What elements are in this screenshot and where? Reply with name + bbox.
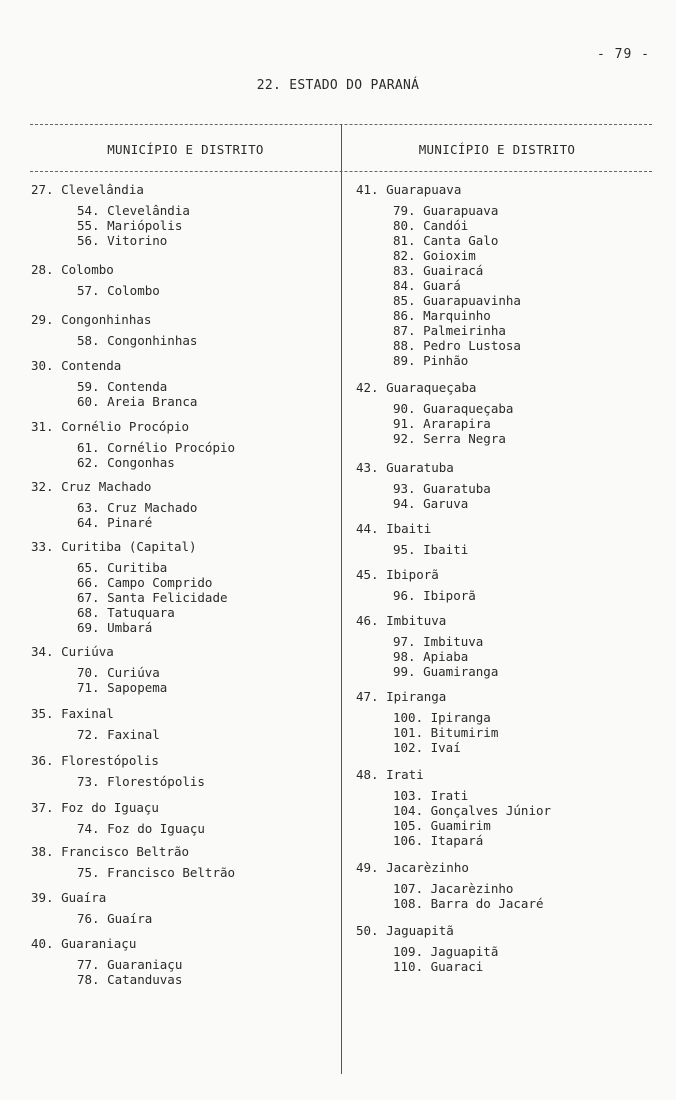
distrito-entry: 92. Serra Negra <box>393 431 506 446</box>
municipio-group <box>31 800 331 836</box>
municipio-entry: 48. Irati <box>356 767 424 782</box>
distrito-entry: 87. Palmeirinha <box>393 323 506 338</box>
right-column-header: MUNICÍPIO E DISTRITO <box>418 142 576 157</box>
municipio-entry: 31. Cornélio Procópio <box>31 419 190 434</box>
distrito-entry: 103. Irati <box>393 788 469 803</box>
right-column <box>356 182 656 974</box>
distrito-entry: 57. Colombo <box>77 283 160 298</box>
column-divider <box>341 124 342 1074</box>
municipio-group <box>31 936 331 987</box>
municipio-entry: 43. Guaratuba <box>356 460 454 475</box>
left-column-header: MUNICÍPIO E DISTRITO <box>107 142 264 157</box>
municipio-group <box>31 644 331 695</box>
municipio-entry: 46. Imbituva <box>356 613 447 628</box>
distrito-entry: 97. Imbituva <box>393 634 484 649</box>
distrito-entry: 102. Ivaí <box>393 740 461 755</box>
municipio-entry: 32. Cruz Machado <box>31 479 152 494</box>
distrito-entry: 95. Ibaiti <box>393 542 469 557</box>
municipio-group <box>31 479 331 530</box>
distrito-entry: 69. Umbará <box>77 620 153 635</box>
municipio-entry: 29. Congonhinhas <box>31 312 152 327</box>
municipio-group <box>356 860 656 911</box>
municipio-entry: 41. Guarapuava <box>356 182 462 197</box>
municipio-entry: 27. Clevelândia <box>31 182 144 197</box>
municipio-entry: 49. Jacarèzinho <box>356 860 469 875</box>
municipio-group <box>356 182 656 368</box>
distrito-entry: 78. Catanduvas <box>77 972 183 987</box>
distrito-entry: 89. Pinhão <box>393 353 469 368</box>
distrito-entry: 84. Guará <box>393 278 461 293</box>
distrito-entry: 109. Jaguapitã <box>393 944 499 959</box>
distrito-entry: 91. Ararapira <box>393 416 491 431</box>
distrito-entry: 56. Vitorino <box>77 233 168 248</box>
municipio-group <box>31 844 331 880</box>
distrito-entry: 94. Garuva <box>393 496 469 511</box>
distrito-entry: 64. Pinaré <box>77 515 153 530</box>
municipio-entry: 36. Florestópolis <box>31 753 159 768</box>
distrito-entry: 80. Candói <box>393 218 469 233</box>
distrito-entry: 58. Congonhinhas <box>77 333 198 348</box>
distrito-entry: 66. Campo Comprido <box>77 575 213 590</box>
municipio-group <box>356 521 656 557</box>
municipio-group <box>356 460 656 511</box>
municipio-entry: 39. Guaíra <box>31 890 107 905</box>
distrito-entry: 60. Areia Branca <box>77 394 198 409</box>
municipio-group <box>31 890 331 926</box>
distrito-entry: 108. Barra do Jacaré <box>393 896 544 911</box>
distrito-entry: 77. Guaraniaçu <box>77 957 183 972</box>
distrito-entry: 55. Mariópolis <box>77 218 183 233</box>
distrito-entry: 105. Guamirim <box>393 818 491 833</box>
distrito-entry: 85. Guarapuavinha <box>393 293 521 308</box>
municipio-entry: 33. Curitiba (Capital) <box>31 539 197 554</box>
municipio-entry: 28. Colombo <box>31 262 114 277</box>
distrito-entry: 75. Francisco Beltrão <box>77 865 236 880</box>
distrito-entry: 74. Foz do Iguaçu <box>77 821 205 836</box>
distrito-entry: 59. Contenda <box>77 379 168 394</box>
municipio-group <box>356 567 656 603</box>
distrito-entry: 81. Canta Galo <box>393 233 499 248</box>
municipio-group <box>31 312 331 348</box>
distrito-entry: 61. Cornélio Procópio <box>77 440 236 455</box>
distrito-entry: 72. Faxinal <box>77 727 160 742</box>
municipio-group <box>31 182 331 248</box>
distrito-entry: 100. Ipiranga <box>393 710 491 725</box>
distrito-entry: 104. Gonçalves Júnior <box>393 803 552 818</box>
distrito-entry: 110. Guaraci <box>393 959 484 974</box>
distrito-entry: 99. Guamiranga <box>393 664 499 679</box>
municipio-entry: 44. Ibaiti <box>356 521 432 536</box>
distrito-entry: 90. Guaraqueçaba <box>393 401 514 416</box>
municipio-entry: 34. Curiúva <box>31 644 114 659</box>
municipio-entry: 35. Faxinal <box>31 706 114 721</box>
left-column <box>31 182 331 987</box>
municipio-entry: 50. Jaguapitã <box>356 923 454 938</box>
distrito-entry: 98. Apiaba <box>393 649 469 664</box>
municipio-group <box>356 923 656 974</box>
municipio-entry: 42. Guaraqueçaba <box>356 380 477 395</box>
distrito-entry: 86. Marquinho <box>393 308 491 323</box>
distrito-entry: 76. Guaíra <box>77 911 153 926</box>
distrito-entry: 106. Itapará <box>393 833 484 848</box>
municipio-group <box>31 262 331 298</box>
municipio-entry: 40. Guaraniaçu <box>31 936 137 951</box>
distrito-entry: 83. Guairacá <box>393 263 484 278</box>
municipio-entry: 37. Foz do Iguaçu <box>31 800 159 815</box>
municipio-group <box>356 613 656 679</box>
municipio-entry: 30. Contenda <box>31 358 122 373</box>
municipio-group <box>356 689 656 755</box>
municipio-group <box>356 767 656 848</box>
distrito-entry: 67. Santa Felicidade <box>77 590 228 605</box>
municipio-entry: 38. Francisco Beltrão <box>31 844 190 859</box>
distrito-entry: 63. Cruz Machado <box>77 500 198 515</box>
municipio-group <box>31 539 331 635</box>
distrito-entry: 65. Curitiba <box>77 560 168 575</box>
page-number: - 79 - <box>597 47 650 62</box>
municipio-entry: 45. Ibiporã <box>356 567 439 582</box>
distrito-entry: 82. Goioxim <box>393 248 476 263</box>
distrito-entry: 101. Bitumirim <box>393 725 499 740</box>
municipio-group <box>31 358 331 409</box>
distrito-entry: 88. Pedro Lustosa <box>393 338 521 353</box>
municipio-group <box>356 380 656 446</box>
page-title: 22. ESTADO DO PARANÁ <box>256 78 420 93</box>
distrito-entry: 93. Guaratuba <box>393 481 491 496</box>
distrito-entry: 79. Guarapuava <box>393 203 499 218</box>
distrito-entry: 73. Florestópolis <box>77 774 205 789</box>
distrito-entry: 62. Congonhas <box>77 455 175 470</box>
distrito-entry: 68. Tatuquara <box>77 605 175 620</box>
distrito-entry: 107. Jacarèzinho <box>393 881 514 896</box>
municipio-group <box>31 706 331 742</box>
municipio-entry: 47. Ipiranga <box>356 689 447 704</box>
distrito-entry: 54. Clevelândia <box>77 203 190 218</box>
municipio-group <box>31 419 331 470</box>
distrito-entry: 96. Ibiporã <box>393 588 476 603</box>
distrito-entry: 70. Curiúva <box>77 665 160 680</box>
municipio-group <box>31 753 331 789</box>
distrito-entry: 71. Sapopema <box>77 680 168 695</box>
